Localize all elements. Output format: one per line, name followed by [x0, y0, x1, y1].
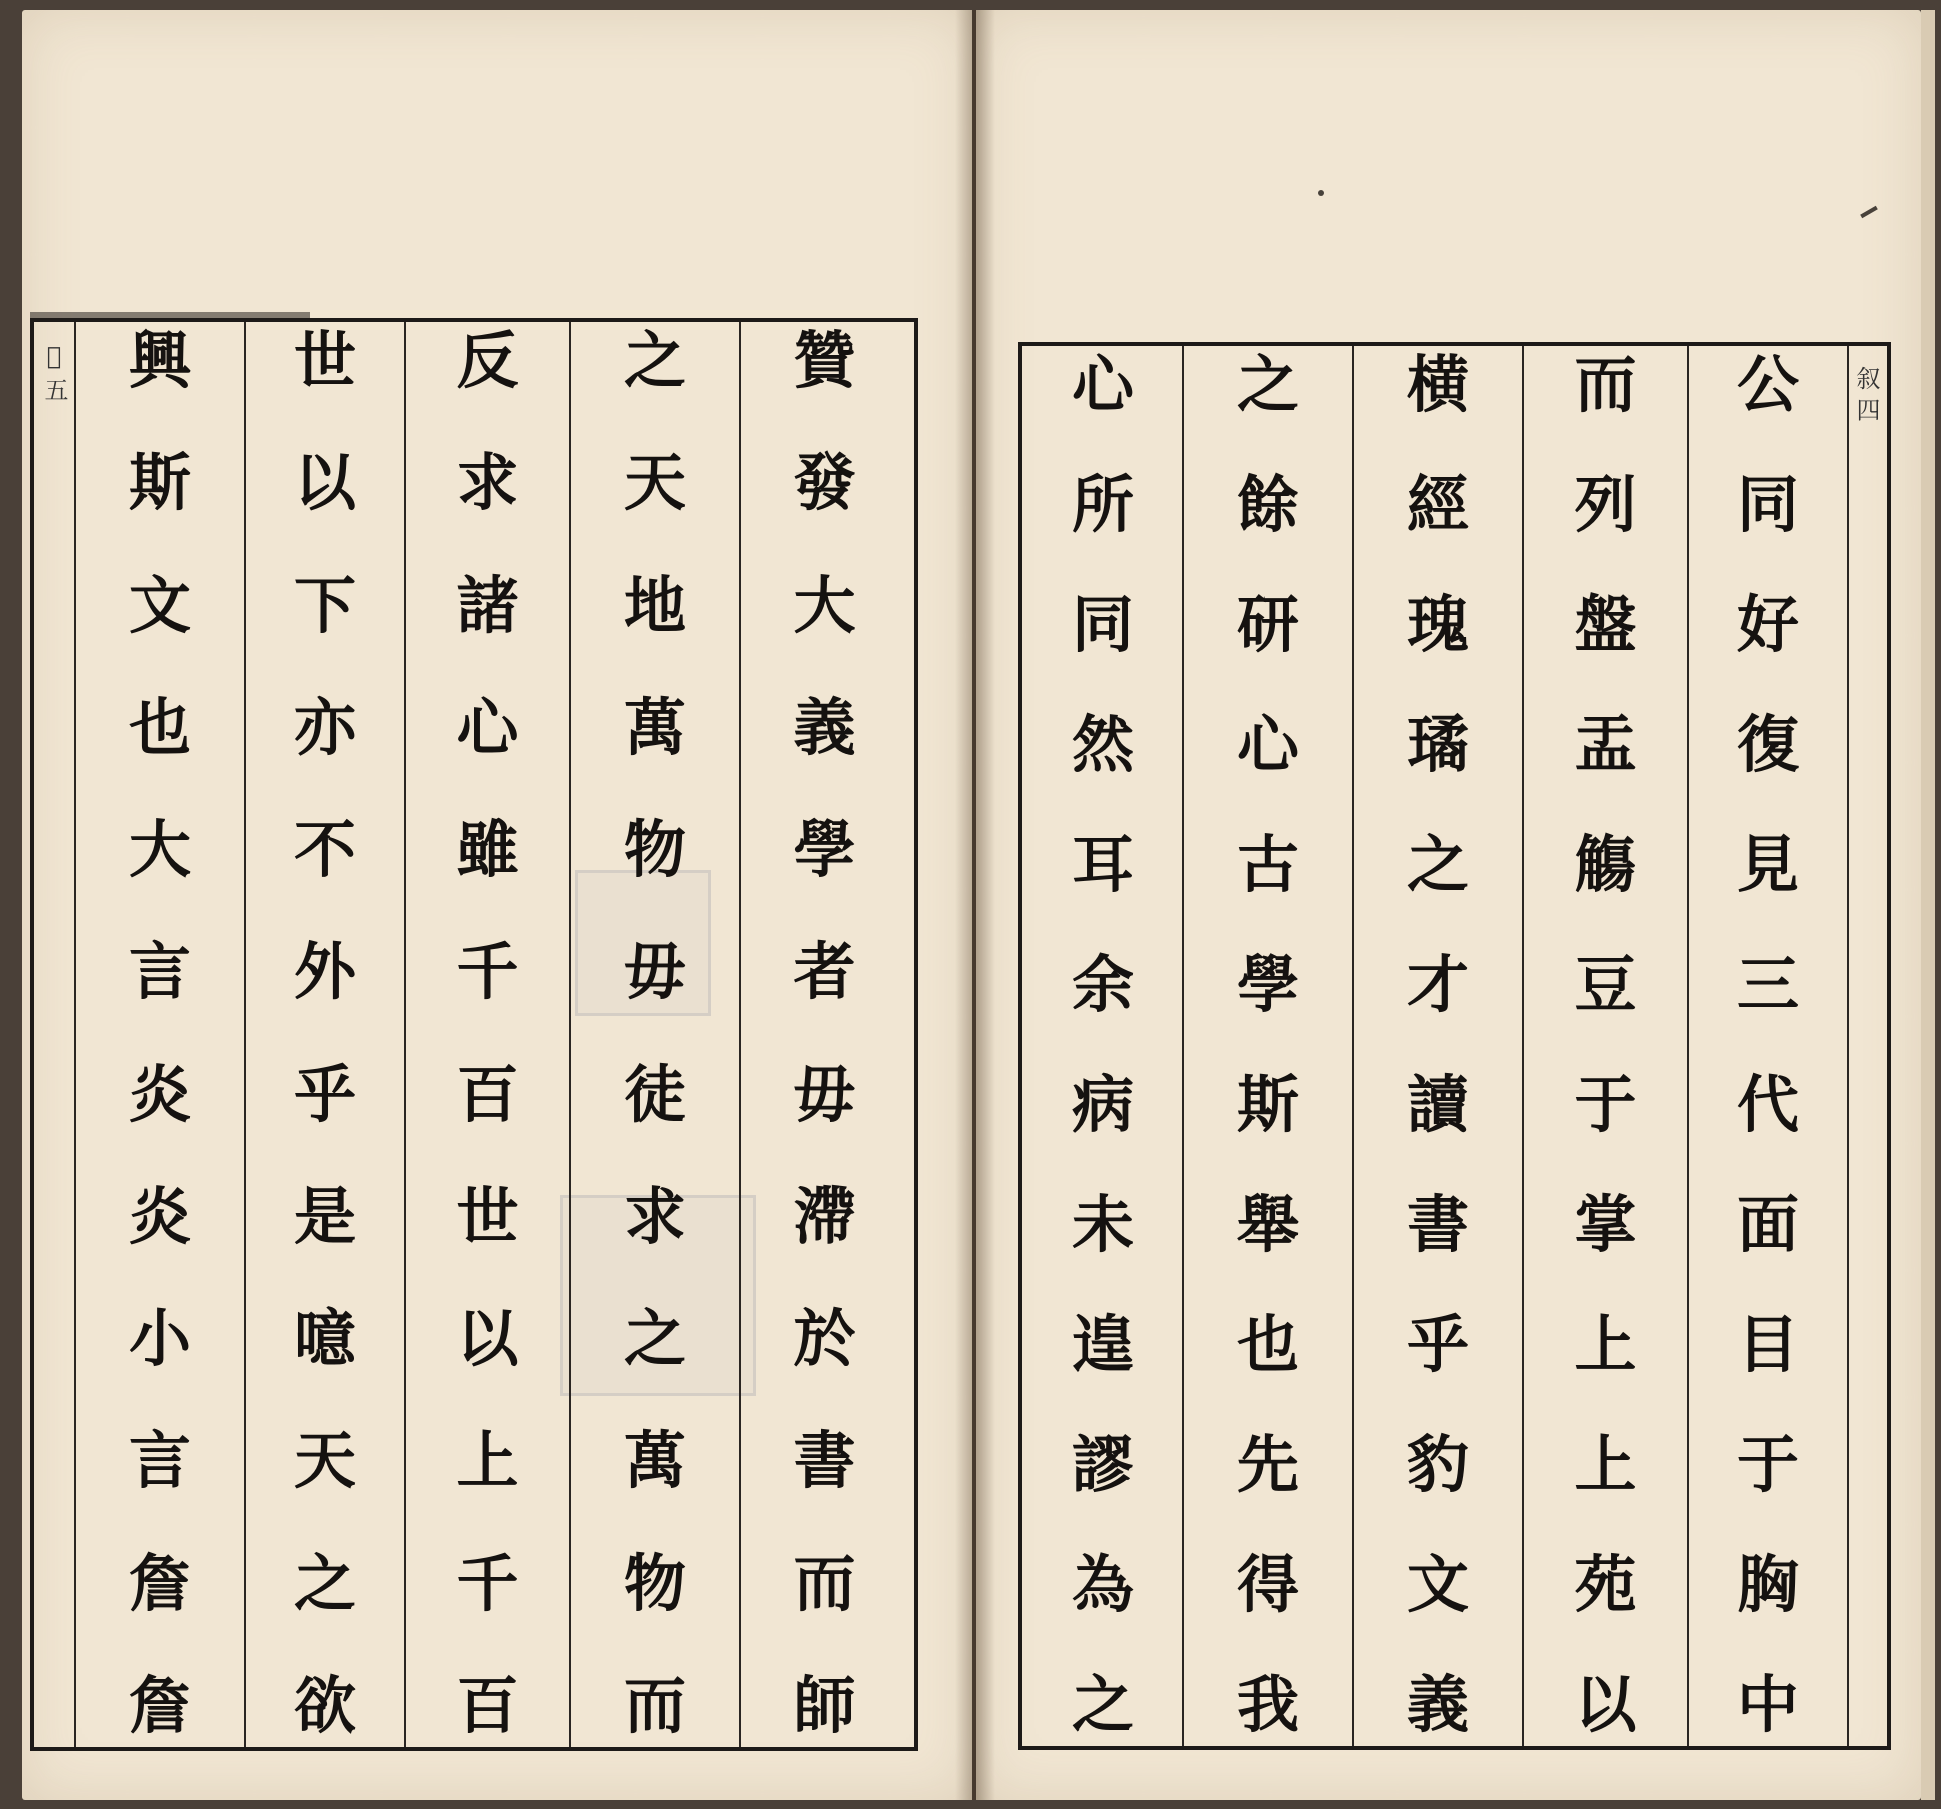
character: 大	[128, 813, 191, 887]
character: 斯	[128, 446, 191, 520]
character: 中	[1736, 1668, 1799, 1741]
character: 苑	[1574, 1548, 1637, 1621]
character: 乎	[293, 1057, 356, 1131]
character: 乎	[1406, 1308, 1469, 1381]
character: 義	[793, 690, 856, 764]
character: 未	[1071, 1188, 1134, 1261]
character: 大	[793, 568, 856, 642]
text-column	[743, 322, 906, 1747]
character: 代	[1736, 1068, 1799, 1141]
character: 下	[293, 568, 356, 642]
character: 之	[623, 1302, 686, 1376]
column-rule	[1847, 346, 1849, 1746]
character: 心	[456, 690, 519, 764]
character: 外	[293, 935, 356, 1009]
column-rule	[739, 322, 741, 1747]
character: 學	[1236, 948, 1299, 1021]
character: 同	[1071, 588, 1134, 661]
character: 世	[293, 324, 356, 397]
character: 耳	[1071, 828, 1134, 901]
character: 余	[1071, 948, 1134, 1021]
character: 遑	[1071, 1308, 1134, 1381]
character: 諸	[456, 568, 519, 642]
book-gutter	[955, 10, 995, 1800]
character: 言	[128, 935, 191, 1009]
character: 而	[793, 1546, 856, 1620]
character: 以	[293, 446, 356, 520]
character: 經	[1406, 468, 1469, 541]
column-rule	[74, 322, 76, 1747]
character: 上	[1574, 1428, 1637, 1501]
character: 上	[1574, 1308, 1637, 1381]
character: 為	[1071, 1548, 1134, 1621]
column-rule	[569, 322, 571, 1747]
text-column	[408, 322, 567, 1747]
character: 者	[793, 935, 856, 1009]
character: 天	[623, 446, 686, 520]
character: 胸	[1736, 1548, 1799, 1621]
character: 心	[1071, 348, 1134, 421]
column-rule	[1522, 346, 1524, 1746]
character: 毋	[793, 1057, 856, 1131]
character: 百	[456, 1057, 519, 1131]
column-rule	[244, 322, 246, 1747]
character: 研	[1236, 588, 1299, 661]
character: 之	[623, 324, 686, 397]
character: 之	[293, 1546, 356, 1620]
column-rule	[1352, 346, 1354, 1746]
character: 文	[1406, 1548, 1469, 1621]
character: 見	[1736, 828, 1799, 901]
text-column	[573, 322, 737, 1747]
character: 萬	[623, 690, 686, 764]
character: 以	[1574, 1668, 1637, 1741]
character: 於	[793, 1302, 856, 1376]
ink-dot	[1318, 190, 1324, 196]
character: 心	[1236, 708, 1299, 781]
character: 是	[293, 1179, 356, 1253]
character: 列	[1574, 468, 1637, 541]
character: 書	[1406, 1188, 1469, 1261]
character: 也	[128, 690, 191, 764]
character: 萬	[623, 1424, 686, 1498]
character: 求	[456, 446, 519, 520]
character: 物	[623, 813, 686, 887]
character: 地	[623, 568, 686, 642]
character: 世	[456, 1179, 519, 1253]
character: 病	[1071, 1068, 1134, 1141]
character: 滯	[793, 1179, 856, 1253]
character: 也	[1236, 1308, 1299, 1381]
character: 瑰	[1406, 588, 1469, 661]
margin-mark-text: 𡊮 五	[40, 342, 68, 402]
text-column	[1526, 346, 1685, 1746]
character: 贊	[793, 324, 856, 397]
character: 舉	[1236, 1188, 1299, 1261]
character: 先	[1236, 1428, 1299, 1501]
character: 豹	[1406, 1428, 1469, 1501]
character: 千	[456, 935, 519, 1009]
character: 雖	[456, 813, 519, 887]
character: 得	[1236, 1548, 1299, 1621]
character: 小	[128, 1302, 191, 1376]
character: 學	[793, 813, 856, 887]
column-rule	[1182, 346, 1184, 1746]
margin-mark	[1851, 366, 1881, 422]
character: 毋	[623, 935, 686, 1009]
text-column	[1356, 346, 1520, 1746]
character: 書	[793, 1424, 856, 1498]
margin-mark-text: 叙 四	[1852, 366, 1880, 422]
character: 三	[1736, 948, 1799, 1021]
character: 物	[623, 1546, 686, 1620]
character: 義	[1406, 1668, 1469, 1741]
character: 興	[128, 324, 191, 397]
character: 師	[793, 1668, 856, 1742]
character: 以	[456, 1302, 519, 1376]
character: 上	[456, 1424, 519, 1498]
character: 而	[623, 1668, 686, 1742]
character: 噫	[293, 1302, 356, 1376]
character: 古	[1236, 828, 1299, 901]
character: 所	[1071, 468, 1134, 541]
character: 同	[1736, 468, 1799, 541]
character: 好	[1736, 588, 1799, 661]
character: 目	[1736, 1308, 1799, 1381]
text-column	[78, 322, 242, 1747]
character: 公	[1736, 348, 1799, 421]
right-text-frame	[1018, 342, 1891, 1750]
text-column	[248, 322, 402, 1747]
character: 璚	[1406, 708, 1469, 781]
page-edge	[1921, 10, 1935, 1800]
character: 謬	[1071, 1428, 1134, 1501]
character: 于	[1574, 1068, 1637, 1141]
character: 之	[1406, 828, 1469, 901]
text-column	[1186, 346, 1350, 1746]
character: 復	[1736, 708, 1799, 781]
character: 而	[1574, 348, 1637, 421]
character: 之	[1236, 348, 1299, 421]
character: 不	[293, 813, 356, 887]
character: 于	[1736, 1428, 1799, 1501]
character: 百	[456, 1668, 519, 1742]
margin-mark	[38, 342, 70, 402]
character: 掌	[1574, 1188, 1637, 1261]
left-text-frame	[30, 318, 918, 1751]
character: 然	[1071, 708, 1134, 781]
character: 欲	[293, 1668, 356, 1742]
text-column	[1026, 346, 1180, 1746]
character: 斯	[1236, 1068, 1299, 1141]
character: 詹	[128, 1668, 191, 1742]
character: 文	[128, 568, 191, 642]
character: 求	[623, 1179, 686, 1253]
character: 言	[128, 1424, 191, 1498]
character: 盤	[1574, 588, 1637, 661]
character: 發	[793, 446, 856, 520]
character: 千	[456, 1546, 519, 1620]
character: 亦	[293, 690, 356, 764]
column-rule	[1687, 346, 1689, 1746]
character: 横	[1406, 348, 1469, 421]
text-column	[1691, 346, 1845, 1746]
column-rule	[404, 322, 406, 1747]
character: 我	[1236, 1668, 1299, 1741]
character: 面	[1736, 1188, 1799, 1261]
character: 徒	[623, 1057, 686, 1131]
character: 反	[456, 324, 519, 397]
character: 豆	[1574, 948, 1637, 1021]
character: 餘	[1236, 468, 1299, 541]
character: 天	[293, 1424, 356, 1498]
character: 讀	[1406, 1068, 1469, 1141]
character: 盂	[1574, 708, 1637, 781]
character: 詹	[128, 1546, 191, 1620]
character: 才	[1406, 948, 1469, 1021]
character: 觴	[1574, 828, 1637, 901]
character: 之	[1071, 1668, 1134, 1741]
character: 炎	[128, 1179, 191, 1253]
character: 炎	[128, 1057, 191, 1131]
